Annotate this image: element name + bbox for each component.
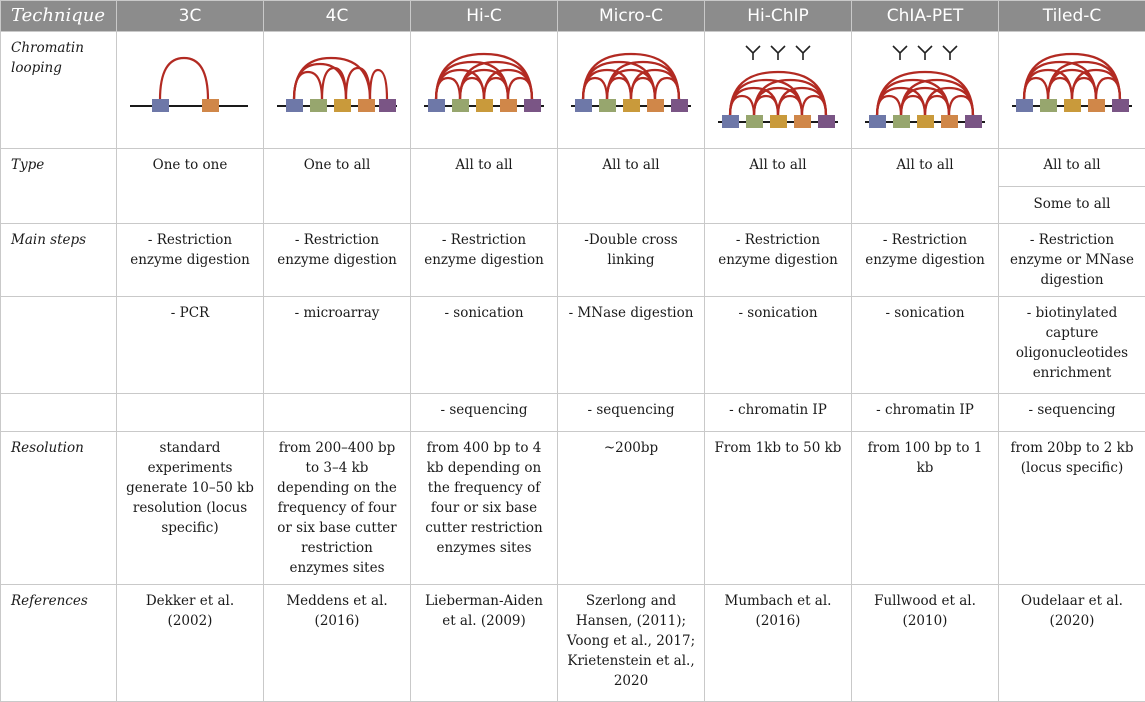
loop-chiapet: [852, 32, 999, 149]
row-main-steps-1: [1, 224, 1145, 297]
header-4c: 4C: [264, 1, 411, 32]
loop-3c-icon: [120, 38, 260, 142]
step1-hic: - Restriction enzyme digestion: [411, 224, 558, 297]
step1-tiledc: - Restriction enzyme or MNase digestion: [999, 224, 1145, 297]
step2-tiledc: - biotinylated capture oligonucleotides enrichment: [999, 297, 1145, 394]
ref-chiapet: Fullwood et al. (2010): [852, 585, 999, 702]
header-3c: 3C: [117, 1, 264, 32]
step3-hic: - sequencing: [411, 394, 558, 432]
row-main-steps-2: [1, 297, 1145, 394]
ref-tiledc: Oudelaar et al. (2020): [999, 585, 1145, 702]
step2-4c: - microarray: [264, 297, 411, 394]
row-main-steps-3: [1, 394, 1145, 432]
loop-tiledc-icon: [1002, 38, 1142, 142]
label-chromatin-line1: Chromatin: [11, 40, 84, 56]
resolution-3c: standard experiments generate 10–50 kb resolution (locus specific): [117, 432, 264, 585]
ref-4c: Meddens et al. (2016): [264, 585, 411, 702]
ref-microc: Szerlong and Hansen, (2011); Voong et al., 2017; Krietenstein et al., 2020: [558, 585, 705, 702]
loop-microc-icon: [561, 38, 701, 142]
step2-hichip: - sonication: [705, 297, 852, 394]
ref-3c: Dekker et al. (2002): [117, 585, 264, 702]
label-main-steps-2-empty: [1, 297, 117, 394]
loop-4c-icon: [267, 38, 407, 142]
loop-hichip-icon: [708, 38, 848, 142]
type-hic: All to all: [411, 149, 558, 224]
step2-hic: - sonication: [411, 297, 558, 394]
type-3c: One to one: [117, 149, 264, 224]
row-references: [1, 585, 1145, 702]
type-4c: One to all: [264, 149, 411, 224]
header-technique: Technique: [1, 1, 117, 32]
ref-hichip: Mumbach et al. (2016): [705, 585, 852, 702]
type-chiapet: All to all: [852, 149, 999, 224]
resolution-chiapet: from 100 bp to 1 kb: [852, 432, 999, 585]
resolution-microc: ~200bp: [558, 432, 705, 585]
resolution-hichip: From 1kb to 50 kb: [705, 432, 852, 585]
step3-4c: [264, 394, 411, 432]
step1-3c: - Restriction enzyme digestion: [117, 224, 264, 297]
step2-microc: - MNase digestion: [558, 297, 705, 394]
label-main-steps: Main steps: [1, 224, 117, 297]
loop-hic: [411, 32, 558, 149]
loop-microc: [558, 32, 705, 149]
loop-tiledc: [999, 32, 1145, 149]
row-type: [1, 149, 1145, 224]
header-tiledc: Tiled-C: [999, 1, 1145, 32]
ref-hic: Lieberman-Aiden et al. (2009): [411, 585, 558, 702]
header-chiapet: ChIA-PET: [852, 1, 999, 32]
resolution-hic: from 400 bp to 4 kb depending on the frequency of four or six base cutter restriction enzymes sites: [411, 432, 558, 585]
loop-3c: [117, 32, 264, 149]
step3-3c: [117, 394, 264, 432]
header-row: [1, 1, 1145, 32]
loop-4c: [264, 32, 411, 149]
step1-4c: - Restriction enzyme digestion: [264, 224, 411, 297]
loop-hichip: [705, 32, 852, 149]
step2-3c: - PCR: [117, 297, 264, 394]
label-type: Type: [1, 149, 117, 224]
header-hic: Hi-C: [411, 1, 558, 32]
step3-hichip: - chromatin IP: [705, 394, 852, 432]
label-references: References: [1, 585, 117, 702]
row-resolution: [1, 432, 1145, 585]
header-hichip: Hi-ChIP: [705, 1, 852, 32]
resolution-4c: from 200–400 bp to 3–4 kb depending on the frequency of four or six base cutter restriction enzymes sites: [264, 432, 411, 585]
step3-tiledc: - sequencing: [999, 394, 1145, 432]
step3-chiapet: - chromatin IP: [852, 394, 999, 432]
type-tiledc-secondary: Some to all: [999, 187, 1145, 221]
label-chromatin-line2: looping: [11, 60, 62, 76]
type-microc: All to all: [558, 149, 705, 224]
label-main-steps-3-empty: [1, 394, 117, 432]
type-tiledc-primary: All to all: [999, 149, 1145, 187]
row-chromatin-looping: [1, 32, 1145, 149]
step3-microc: - sequencing: [558, 394, 705, 432]
step2-chiapet: - sonication: [852, 297, 999, 394]
step1-microc: -Double cross linking: [558, 224, 705, 297]
label-resolution: Resolution: [1, 432, 117, 585]
resolution-tiledc: from 20bp to 2 kb (locus specific): [999, 432, 1145, 585]
loop-chiapet-icon: [855, 38, 995, 142]
type-tiledc: [999, 149, 1145, 224]
step1-hichip: - Restriction enzyme digestion: [705, 224, 852, 297]
label-chromatin-looping: [1, 32, 117, 149]
header-microc: Micro-C: [558, 1, 705, 32]
step1-chiapet: - Restriction enzyme digestion: [852, 224, 999, 297]
loop-hic-icon: [414, 38, 554, 142]
type-hichip: All to all: [705, 149, 852, 224]
